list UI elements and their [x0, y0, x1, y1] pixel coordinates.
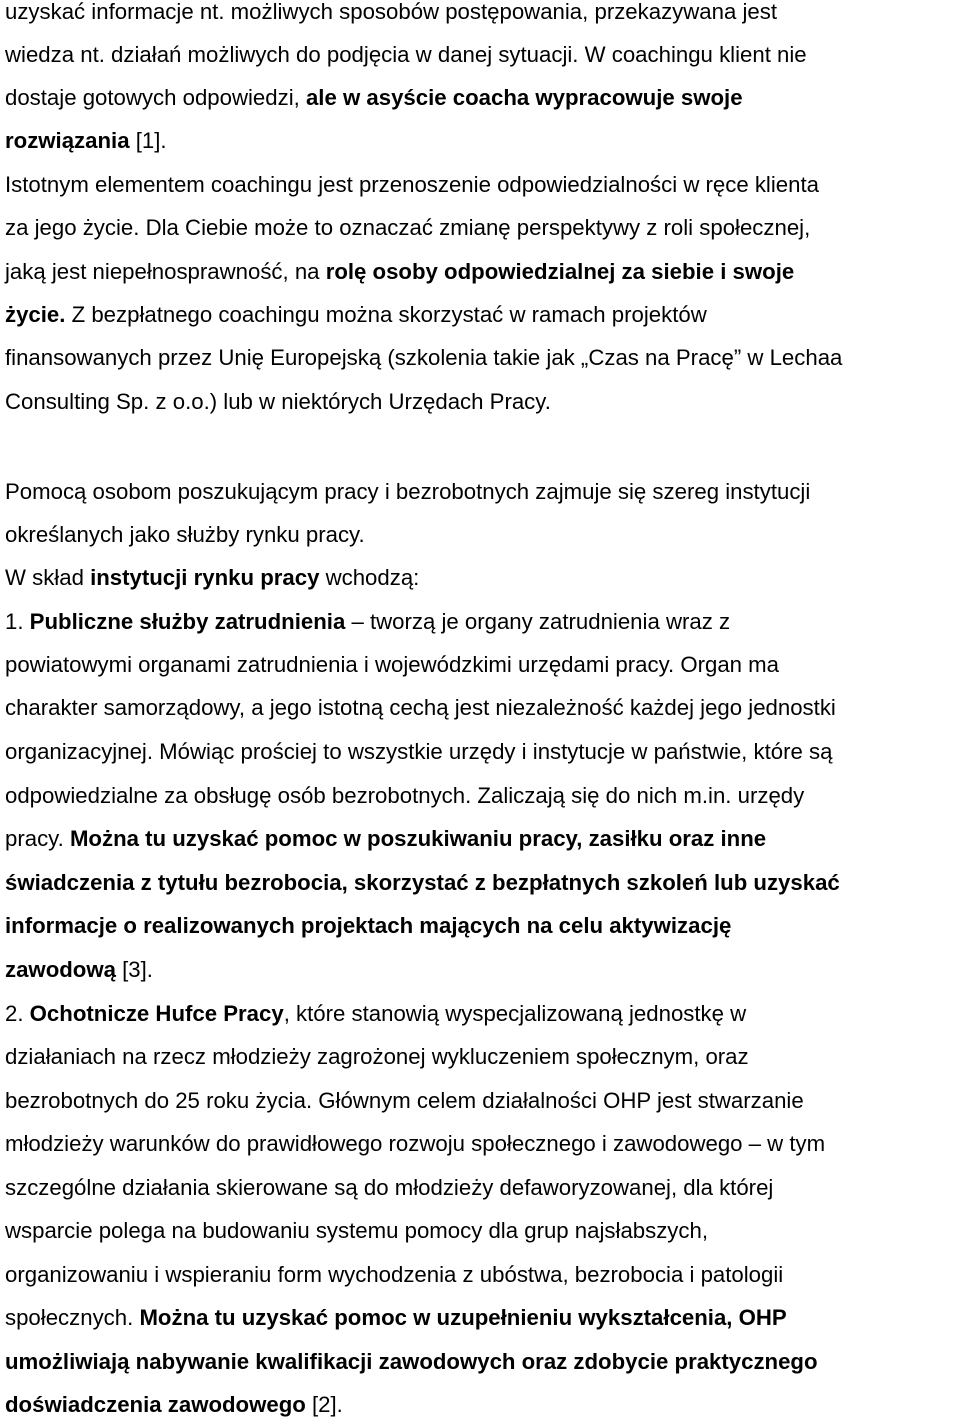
- text-line: [5, 868, 960, 898]
- text-line: [5, 693, 960, 723]
- text-run: 2.: [5, 1001, 30, 1026]
- bold-text-run: rozwiązania: [5, 128, 130, 153]
- text-run: za jego życie. Dla Ciebie może to oznaczać zmianę perspektywy z roli społecznej,: [5, 215, 811, 240]
- text-run: społecznych.: [5, 1305, 140, 1330]
- text-line: [5, 1042, 960, 1072]
- text-line: [5, 1216, 960, 1246]
- text-line: [5, 1173, 960, 1203]
- text-run: określanych jako służby rynku pracy.: [5, 522, 365, 547]
- text-run: organizowaniu i wspieraniu form wychodzenia z ubóstwa, bezrobocia i patologii: [5, 1262, 784, 1287]
- text-line: [5, 83, 960, 113]
- bold-text-run: świadczenia z tytułu bezrobocia, skorzystać z bezpłatnych szkoleń lub uzyskać: [5, 870, 840, 895]
- text-run: Consulting Sp. z o.o.) lub w niektórych Urzędach Pracy.: [5, 389, 551, 414]
- text-run: charakter samorządowy, a jego istotną cechą jest niezależność każdej jego jednostki: [5, 695, 836, 720]
- bold-text-run: doświadczenia zawodowego: [5, 1392, 306, 1417]
- text-line: [5, 1347, 960, 1377]
- text-run: Istotnym elementem coachingu jest przenoszenie odpowiedzialności w ręce klienta: [5, 172, 819, 197]
- text-run: działaniach na rzecz młodzieży zagrożonej wykluczeniem społecznym, oraz: [5, 1044, 749, 1069]
- text-line: [5, 999, 960, 1029]
- bold-text-run: Ochotnicze Hufce Pracy: [29, 1001, 284, 1026]
- text-line: [5, 781, 960, 811]
- text-run: [3].: [115, 957, 153, 982]
- bold-text-run: informacje o realizowanych projektach mających na celu aktywizację: [5, 913, 732, 938]
- text-line: [5, 563, 960, 593]
- text-line: [5, 1303, 960, 1333]
- text-run: , które stanowią wyspecjalizowaną jednostkę w: [283, 1001, 747, 1026]
- text-run: wchodzą:: [319, 565, 420, 590]
- text-line: [5, 40, 960, 70]
- text-run: organizacyjnej. Mówiąc prościej to wszystkie urzędy i instytucje w państwie, które są: [5, 739, 833, 764]
- text-run: pracy.: [5, 826, 70, 851]
- text-line: [5, 213, 960, 243]
- text-line: [5, 955, 960, 985]
- bold-text-run: Można tu uzyskać pomoc w poszukiwaniu pracy, zasiłku oraz inne: [69, 826, 767, 851]
- text-run: młodzieży warunków do prawidłowego rozwoju społecznego i zawodowego – w tym: [5, 1131, 826, 1156]
- text-line: [5, 126, 960, 156]
- text-line: [5, 0, 960, 27]
- text-run: dostaje gotowych odpowiedzi,: [5, 85, 306, 110]
- text-line: [5, 170, 960, 200]
- text-run: – tworzą je organy zatrudnienia wraz z: [345, 609, 731, 634]
- text-run: [1].: [129, 128, 167, 153]
- text-run: Z bezpłatnego coachingu można skorzystać w ramach projektów: [65, 302, 707, 327]
- text-line: [5, 343, 960, 373]
- text-line: [5, 650, 960, 680]
- text-line: [5, 607, 960, 637]
- bold-text-run: ale w asyście coacha wypracowuje swoje: [305, 85, 743, 110]
- text-run: odpowiedzialne za obsługę osób bezrobotnych. Zaliczają się do nich m.in. urzędy: [5, 783, 805, 808]
- bold-text-run: Można tu uzyskać pomoc w uzupełnieniu wykształcenia, OHP: [139, 1305, 787, 1330]
- text-run: wiedza nt. działań możliwych do podjęcia w danej sytuacji. W coachingu klient nie: [5, 42, 807, 67]
- text-run: W skład: [5, 565, 91, 590]
- bold-text-run: rolę osoby odpowiedzialnej za siebie i swoje: [325, 259, 795, 284]
- text-run: powiatowymi organami zatrudnienia i wojewódzkimi urzędami pracy. Organ ma: [5, 652, 780, 677]
- text-line: [5, 300, 960, 330]
- text-run: Pomocą osobom poszukującym pracy i bezrobotnych zajmuje się szereg instytucji: [5, 479, 811, 504]
- text-line: [5, 1390, 960, 1420]
- text-run: 1.: [5, 609, 30, 634]
- text-line: [5, 477, 960, 507]
- text-run: uzyskać informacje nt. możliwych sposobów postępowania, przekazywana jest: [5, 0, 777, 24]
- text-run: wsparcie polega na budowaniu systemu pomocy dla grup najsłabszych,: [5, 1218, 709, 1243]
- text-line: [5, 1129, 960, 1159]
- text-run: bezrobotnych do 25 roku życia. Głównym celem działalności OHP jest stwarzanie: [5, 1088, 804, 1113]
- bold-text-run: Publiczne służby zatrudnienia: [29, 609, 346, 634]
- bold-text-run: życie.: [5, 302, 66, 327]
- text-line: [5, 737, 960, 767]
- text-run: jaką jest niepełnosprawność, na: [5, 259, 326, 284]
- text-line: [5, 1260, 960, 1290]
- text-run: szczególne działania skierowane są do młodzieży defaworyzowanej, dla której: [5, 1175, 774, 1200]
- text-line: [5, 824, 960, 854]
- text-run: finansowanych przez Unię Europejską (szkolenia takie jak „Czas na Pracę” w Lechaa: [5, 345, 843, 370]
- text-line: [5, 257, 960, 287]
- bold-text-run: umożliwiają nabywanie kwalifikacji zawodowych oraz zdobycie praktycznego: [5, 1349, 818, 1374]
- bold-text-run: zawodową: [5, 957, 116, 982]
- text-run: [2].: [305, 1392, 343, 1417]
- text-line: [5, 911, 960, 941]
- text-line: [5, 387, 960, 417]
- text-line: [5, 1086, 960, 1116]
- bold-text-run: instytucji rynku pracy: [90, 565, 320, 590]
- text-line: [5, 520, 960, 550]
